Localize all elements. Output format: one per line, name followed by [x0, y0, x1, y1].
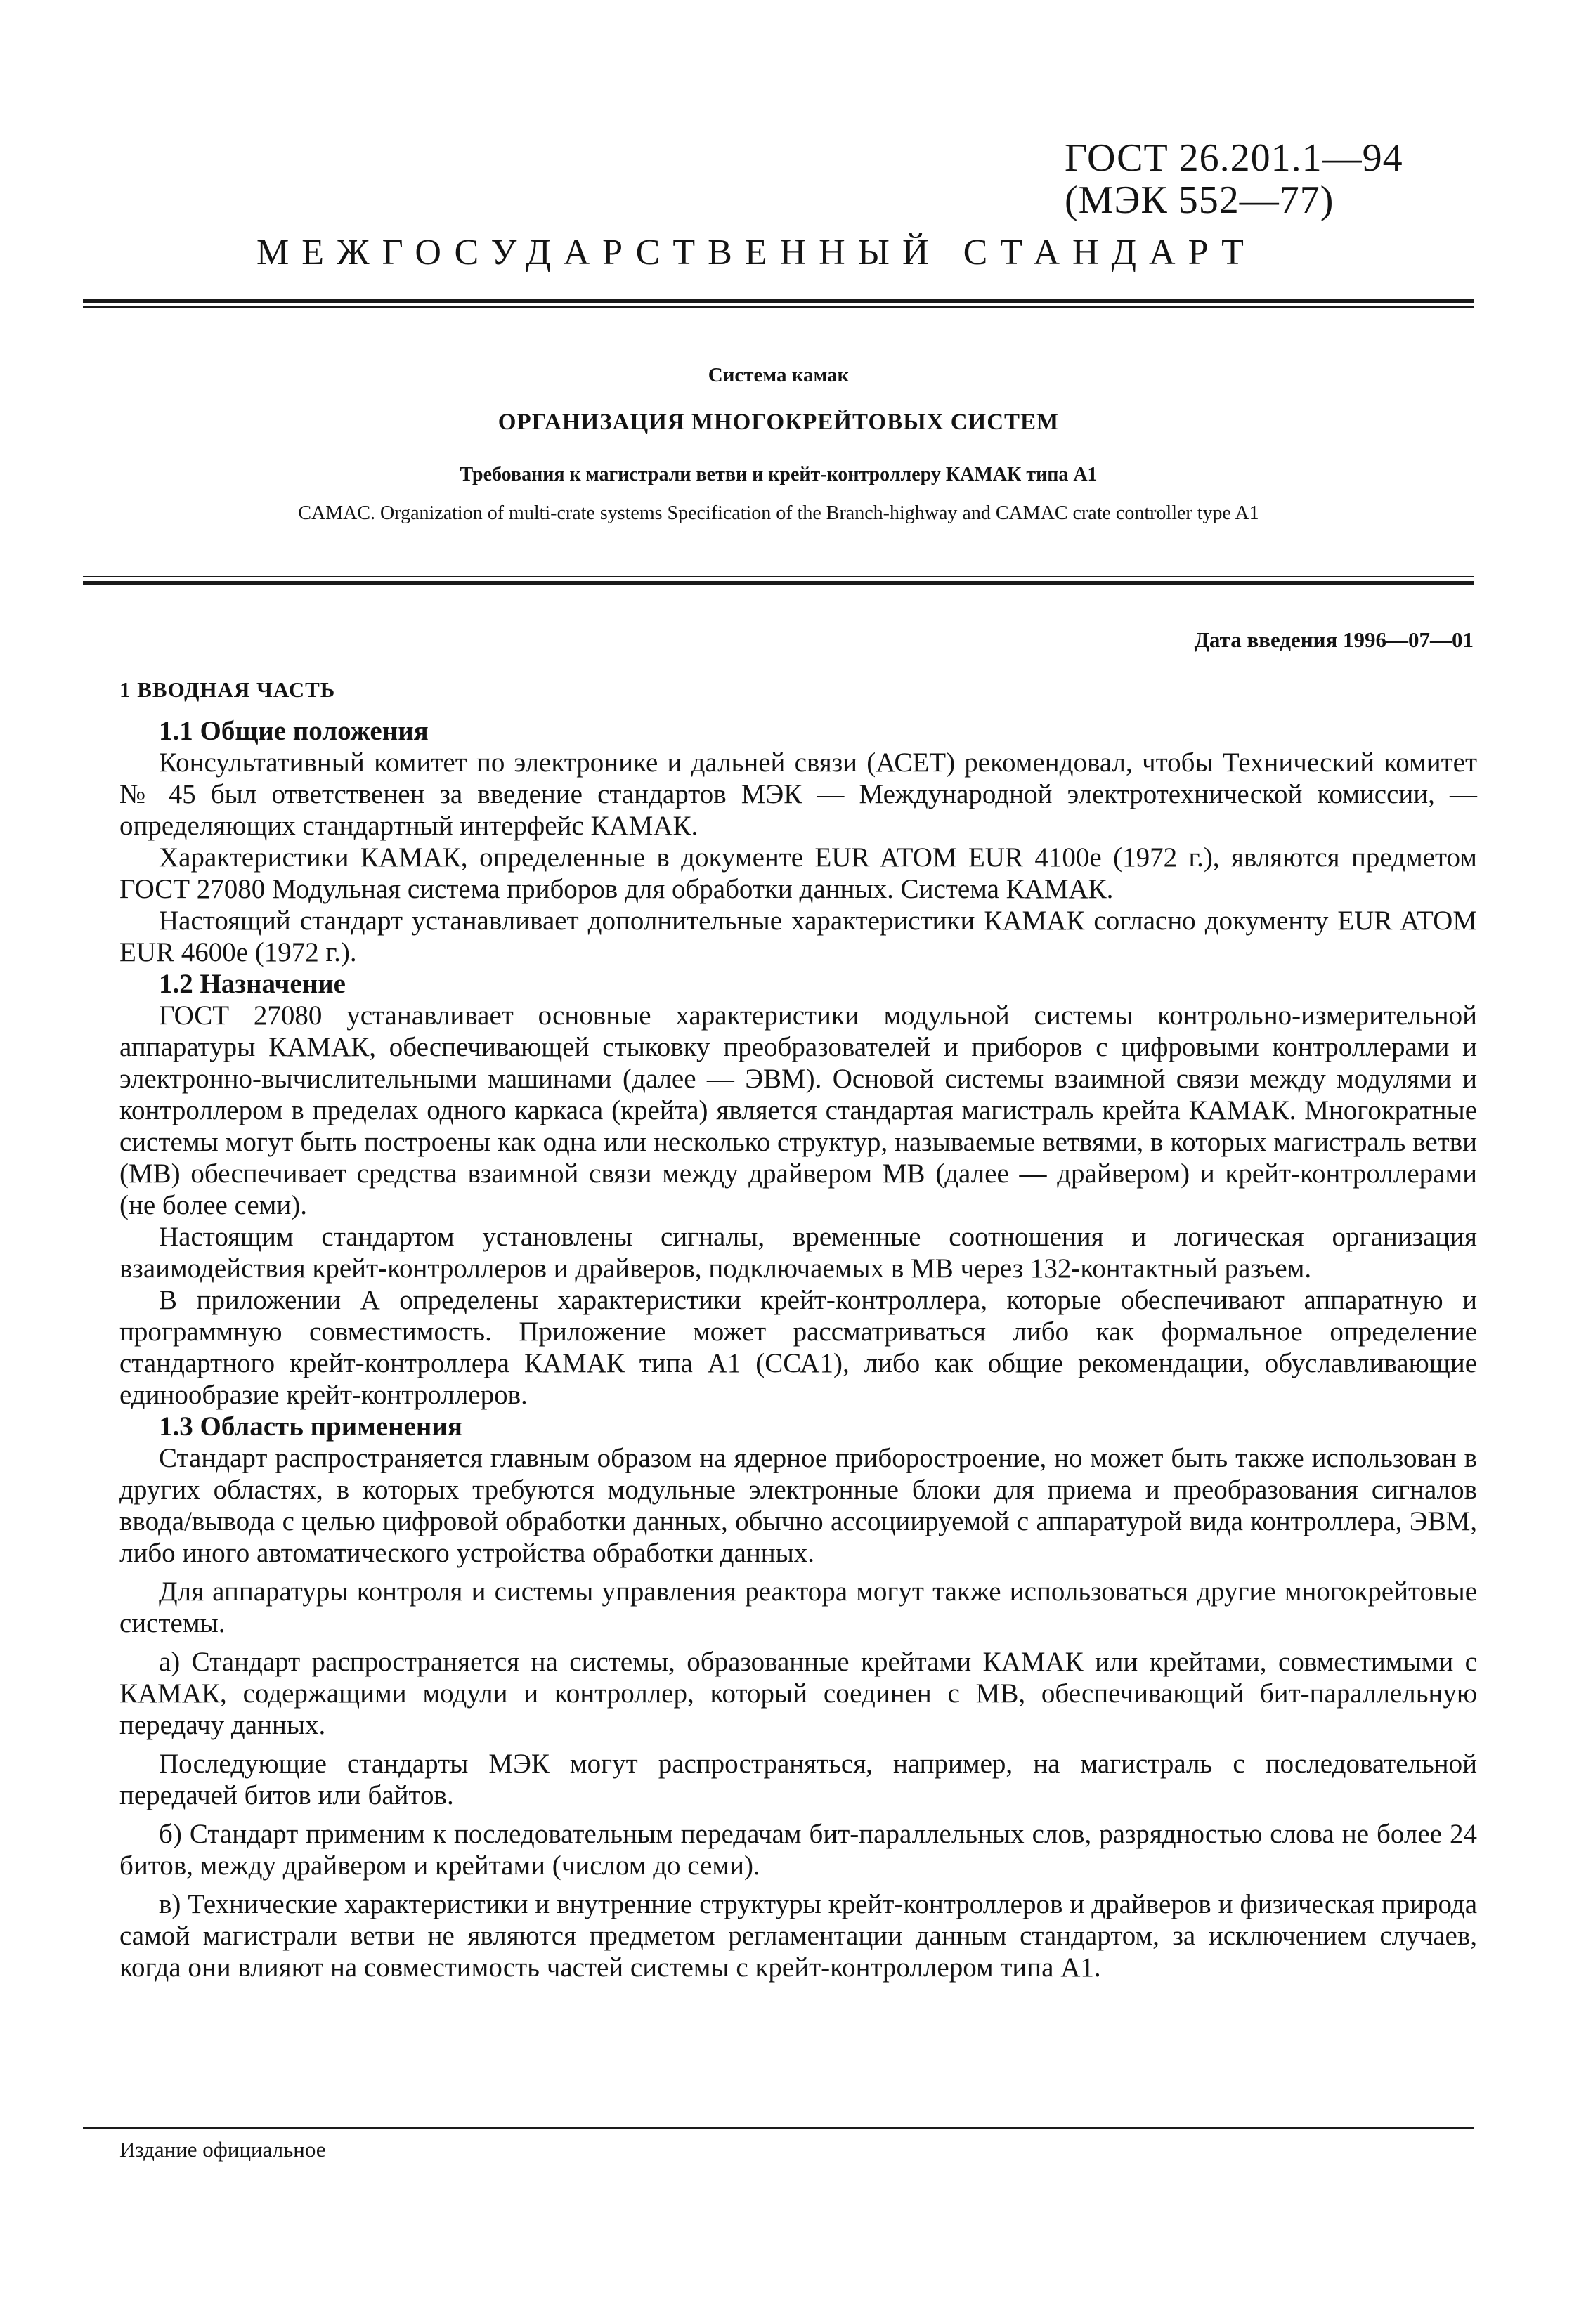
main-title: ОРГАНИЗАЦИЯ МНОГОКРЕЙТОВЫХ СИСТЕМ	[498, 410, 1060, 435]
section-heading: 1 ВВОДНАЯ ЧАСТЬ	[119, 677, 336, 702]
paragraph: В приложении А определены характеристики крейт-контроллера, которые обеспечивают аппаратную и программную совместимость. Приложение может рассматриваться либо как формальное определение стандартного крейт-контроллера КАМАК типа А1 (ССА1), либо как общие рекомендации, обуславливающие единообразие крейт-контроллеров.	[119, 1285, 1477, 1410]
system-name: Система камак	[708, 364, 850, 386]
paragraph: Последующие стандарты МЭК могут распространяться, например, на магистраль с последовательной передачей битов или байтов.	[119, 1749, 1477, 1810]
title-rule-thick	[83, 581, 1474, 585]
english-title: CAMAC. Organization of multi-crate systems Specification of the Branch-highway and CAMAC crate controller type A1	[298, 502, 1259, 524]
footer-rule	[83, 2127, 1474, 2129]
paragraph: а) Стандарт распространяется на системы, образованные крейтами КАМАК или крейтами, совместимыми с КАМАК, содержащими модули и контроллер, который соединен с МВ, обеспечивающий бит-параллельную передачу данных.	[119, 1647, 1477, 1740]
paragraph: б) Стандарт применим к последовательным передачам бит-параллельных слов, разрядностью слова не более 24 битов, между драйвером и крейтами (числом до семи).	[119, 1819, 1477, 1881]
paragraph: ГОСТ 27080 устанавливает основные характеристики модульной системы контрольно-измерительной аппаратуры КАМАК, обеспечивающей стыковку преобразователей и приборов с цифровыми контроллерами и электронно-вычислительными машинами (далее — ЭВМ). Основой системы взаимной связи между модулями и контроллером в пределах одного каркаса (крейта) является стандартая магистраль крейта КАМАК. Многократные системы могут быть построены как одна или несколько структур, называемые ветвями, в которых магистраль ветви (МВ) обеспечивает средства взаимной связи между драйвером МВ (далее — драйвером) и крейт-контроллерами (не более семи).	[119, 1000, 1477, 1220]
paragraph: Характеристики КАМАК, определенные в документе EUR ATOM EUR 4100е (1972 г.), являются предметом ГОСТ 27080 Модульная система приборов для обработки данных. Система КАМАК.	[119, 842, 1477, 904]
header-rule-thin	[83, 306, 1474, 308]
paragraph: Настоящий стандарт устанавливает дополнительные характеристики КАМАК согласно документу EUR ATOM EUR 4600е (1972 г.).	[119, 906, 1477, 967]
paragraph: Консультативный комитет по электронике и дальней связи (АСЕТ) рекомендовал, чтобы Технический комитет № 45 был ответственен за введение стандартов МЭК — Международной электротехнической комиссии, — определяющих стандартный интерфейс КАМАК.	[119, 748, 1477, 841]
subsection-heading: 1.1 Общие положения	[159, 716, 429, 746]
paragraph: Для аппаратуры контроля и системы управления реактора могут также использоваться другие многокрейтовые системы.	[119, 1576, 1477, 1638]
introduction-date: Дата введения 1996—07—01	[1194, 627, 1474, 652]
gost-code-line1: ГОСТ 26.201.1—94	[1065, 136, 1403, 180]
header-rule-thick	[83, 299, 1474, 303]
title-rule-thin	[83, 576, 1474, 577]
standard-type-heading: МЕЖГОСУДАРСТВЕННЫЙ СТАНДАРТ	[256, 233, 1256, 273]
paragraph: в) Технические характеристики и внутренние структуры крейт-контроллеров и драйверов и физическая природа самой магистрали ветви не являются предметом регламентации данным стандартом, за исключением случаев, когда они влияют на совместимость частей системы с крейт-контроллером типа А1.	[119, 1889, 1477, 1983]
paragraph: Стандарт распространяется главным образом на ядерное приборостроение, но может быть также использован в других областях, в которых требуются модульные электронные блоки для приема и преобразования сигналов ввода/вывода с целью цифровой обработки данных, обычно ассоциируемой с аппаратурой вида контроллера, ЭВМ, либо иного автоматического устройства обработки данных.	[119, 1443, 1477, 1568]
edition-note: Издание официальное	[119, 2137, 326, 2162]
gost-code	[1065, 137, 1403, 221]
subtitle: Требования к магистрали ветви и крейт-контроллеру КАМАК типа А1	[460, 464, 1098, 485]
subsection-heading: 1.3 Область применения	[159, 1411, 462, 1442]
paragraph: Настоящим стандартом установлены сигналы, временные соотношения и логическая организация взаимодействия крейт-контроллеров и драйверов, подключаемых в МВ через 132-контактный разъем.	[119, 1222, 1477, 1284]
subsection-heading: 1.2 Назначение	[159, 969, 346, 999]
document-body	[119, 671, 1477, 1983]
gost-code-line2: (МЭК 552—77)	[1065, 178, 1334, 222]
